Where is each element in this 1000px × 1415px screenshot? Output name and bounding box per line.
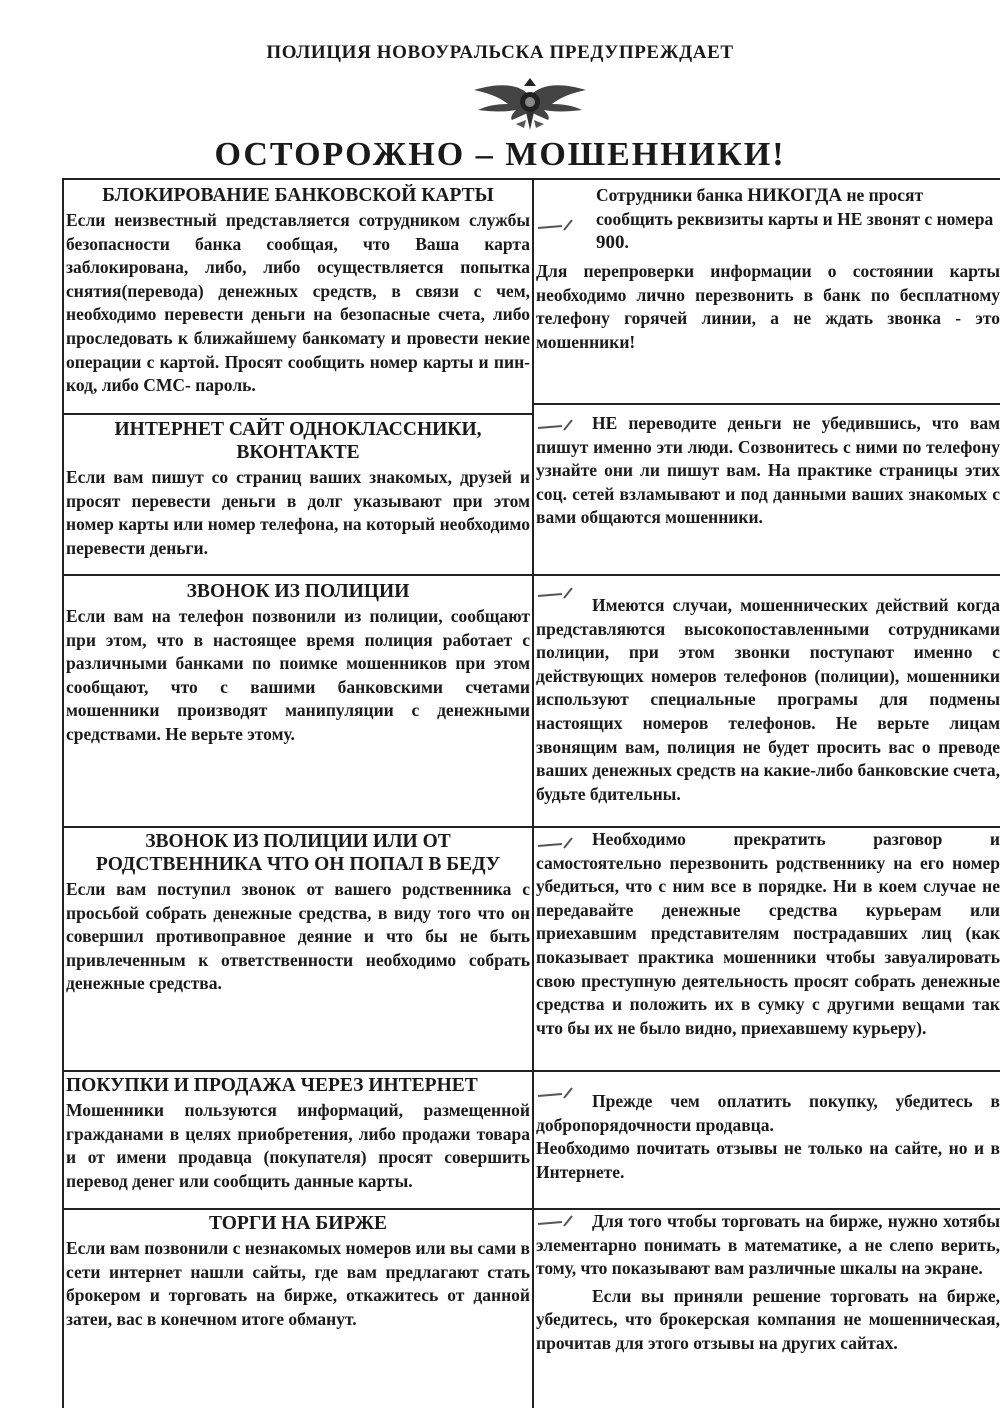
section-advice: НЕ переводите деньги не убедившись, что вам пишут именно эти люди. Созвонитесь с ними по телефону узнайте они ли пишут вам. На практике страницы этих соц. сетей взламывают и под данными ваших знакомых с вами общаются мошенники. [536,413,1000,528]
main-title: ОСТОРОЖНО – МОШЕННИКИ! [214,136,786,173]
section-advice-detail [536,260,1000,400]
table-border [62,574,1000,576]
section-advice-intro [596,184,1000,262]
section-advice: Необходимо прекратить разговор и самостоятельно перезвонить родственнику на его номер убедиться, что с ним все в порядке. Ни в коем случае не передавайте денежные средства курьерам или приехавшим представителям пострадавших лиц (как показывает практика мошенники чтобы завуалировать свою преступную деятельность просят собрать денежные средства и положить их в сумку с другими вещами так что бы их не было видно, приехавшему курьеру). [536,829,1000,1038]
section-description: Если неизвестный представляется сотрудником службы безопасности банка сообщая, что Ваша карта заблокирована, либо, либо осуществляется попытка снятия(перевода) денежных средств, в связи с чем, необходимо перевести деньги на безопасные счета, либо проследовать к ближайшему банкомату и провести некие операции с картой. Просят сообщить номер карты и пин-код, либо СМС- пароль. [66,210,530,396]
advice-table [62,178,1000,1408]
table-border [62,1070,1000,1072]
section-advice-extra: Если вы приняли решение торговать на бирже, убедитесь, что брокерская компания не мошенническая, прочитав для этого отзывы на других сайтах. [536,1285,1000,1353]
section-card-social-left [66,418,530,572]
section-card-relative-left [66,830,530,1068]
header-top-line: ПОЛИЦИЯ НОВОУРАЛЬСКА ПРЕДУПРЕЖДАЕТ [266,42,734,63]
advice-text: не просят сообщить реквизиты карты и НЕ звонят с номера [596,185,994,229]
section-description: Если вам пишут со страниц ваших знакомых, друзей и просят перевести деньги в долг указывают при этом номер карты или номер телефона, на который необходимо перевести деньги. [66,467,530,558]
section-description: Если вам на телефон позвонили из полиции, сообщают при этом, что в настоящее время полиция работает с различными банками по поимке мошенников при этом сообщают, что с вашими банковскими счетами мошенники производят манипуляции с денежными средствами. Не верьте этому. [66,606,530,744]
table-border [532,178,534,1408]
section-card-police-left [66,580,530,824]
section-card-relative-right [536,828,1000,1068]
section-description: Если вам поступил звонок от вашего родственника с просьбой собрать денежные средства, в виду того что он совершил противоправное деяние и что бы не быть привлеченным к ответственности необходимо собрать денежные средства. [66,879,530,994]
section-advice: Прежде чем оплатить покупку, убедитесь в добропорядочности продавца. [536,1091,1000,1135]
section-card-exchange-right [536,1210,1000,1406]
section-title: ЗВОНОК ИЗ ПОЛИЦИИ [186,581,410,602]
police-eagle-emblem-icon [470,76,590,138]
section-card-social-right [536,412,1000,572]
section-advice: Для того чтобы торговать на бирже, нужно хотябы элементарно понимать в математике, а не слепо верить, тому, что показывают вам различные шкалы на экране. [536,1211,1000,1279]
section-title: БЛОКИРОВАНИЕ БАНКОВСКОЙ КАРТЫ [102,185,494,206]
advice-text: Сотрудники банка [596,185,748,205]
table-border [62,178,64,1408]
section-card-shopping-left [66,1074,530,1206]
section-card-police-right [536,594,1000,824]
section-advice: Имеются случаи, мошеннических действий когда представляются высокопоставленными сотрудниками полиции, при этом звонки поступают именно с действующих номеров телефонов (полиции), мошенники используют специальные програмы для подмены настоящих номеров телефонов. Не верьте лицам звонящим вам, полиция не будет просить вас о преводе ваших денежных средств на какие-либо банковские счета, будьте бдительны. [536,595,1000,804]
section-advice: Для перепроверки информации о состоянии карты необходимо лично перезвонить в банк по бесплатному телефону горячей линии, а не ждать звонка - это мошенники! [536,261,1000,352]
table-border [534,403,1000,405]
advice-text: . [624,232,629,253]
handwritten-mark-icon [536,218,576,234]
section-card-shopping-right [536,1090,1000,1206]
section-card-blocking-left [66,184,530,412]
advice-emphasis: НИКОГДА [747,185,843,206]
table-border [62,178,1000,180]
section-title: ИНТЕРНЕТ САЙТ ОДНОКЛАССНИКИ, ВКОНТАКТЕ [114,419,482,463]
section-advice-extra: Необходимо почитать отзывы не только на сайте, но и в Интернете. [536,1138,1000,1182]
section-title: ТОРГИ НА БИРЖЕ [209,1213,387,1234]
section-title: ПОКУПКИ И ПРОДАЖА ЧЕРЕЗ ИНТЕРНЕТ [66,1075,478,1096]
table-border [62,413,532,415]
section-title: ЗВОНОК ИЗ ПОЛИЦИИ ИЛИ ОТ РОДСТВЕННИКА ЧТО ОН ПОПАЛ В БЕДУ [95,831,501,875]
section-card-exchange-left [66,1212,530,1402]
section-description: Мошенники пользуются информаций, размещенной гражданами в целях приобретения, либо продажи товара и от имени продавца (покупателя) просят совершить перевод денег или сообщить данные карты. [66,1100,530,1191]
section-description: Если вам позвонили с незнакомых номеров или вы сами в сети интернет нашли сайты, где вам предлагают стать брокером и торговать на бирже, откажитесь от данной затеи, вас в конечном итоге обманут. [66,1238,530,1329]
advice-emphasis: 900 [596,232,625,254]
